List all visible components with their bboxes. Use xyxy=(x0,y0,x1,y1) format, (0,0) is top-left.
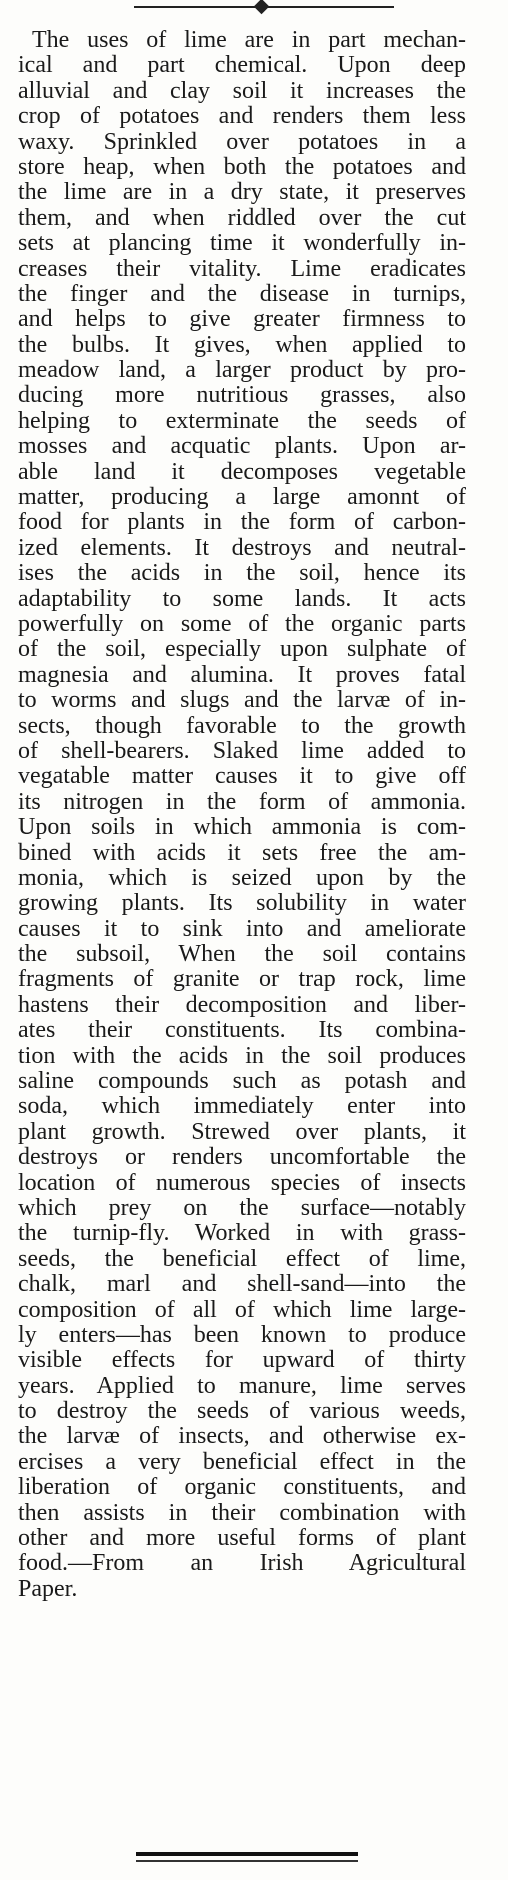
article-line: ized elements. It destroys and neutral- xyxy=(18,534,466,561)
article-line: the subsoil, When the soil contains xyxy=(18,941,466,968)
article-line: the larvæ of insects, and otherwise ex- xyxy=(18,1423,466,1450)
article-line: helping to exterminate the seeds of xyxy=(18,407,466,434)
article-line: magnesia and alumina. It proves fatal xyxy=(18,661,466,688)
article-line: of shell-bearers. Slaked lime added to xyxy=(18,737,466,764)
article-line: the turnip-fly. Worked in with grass- xyxy=(18,1220,466,1247)
article-line: tion with the acids in the soil produces xyxy=(18,1042,466,1069)
article-line: them, and when riddled over the cut xyxy=(18,204,466,231)
article-line: the finger and the disease in turnips, xyxy=(18,280,466,307)
article-line: years. Applied to manure, lime serves xyxy=(18,1372,466,1399)
article-line: creases their vitality. Lime eradicates xyxy=(18,255,466,282)
article-line: to worms and slugs and the larvæ of in- xyxy=(18,687,466,714)
article-line: hastens their decomposition and liber- xyxy=(18,991,466,1018)
article-line: ducing more nutritious grasses, also xyxy=(18,382,466,409)
top-rule-ornament xyxy=(254,0,270,14)
article-line: alluvial and clay soil it increases the xyxy=(18,77,466,104)
article-line: sects, though favorable to the growth xyxy=(18,712,466,739)
article-line: causes it to sink into and ameliorate xyxy=(18,915,466,942)
article-line: the lime are in a dry state, it preserves xyxy=(18,179,466,206)
article-line: fragments of granite or trap rock, lime xyxy=(18,966,466,993)
article-line: saline compounds such as potash and xyxy=(18,1068,466,1095)
article-line: seeds, the beneficial effect of lime, xyxy=(18,1245,466,1272)
article-line: food for plants in the form of carbon- xyxy=(18,509,466,536)
article-line: composition of all of which lime large- xyxy=(18,1296,466,1323)
article-line: mosses and acquatic plants. Upon ar- xyxy=(18,433,466,460)
article-line: bined with acids it sets free the am- xyxy=(18,839,466,866)
article-line: plant growth. Strewed over plants, it xyxy=(18,1118,466,1145)
article-line: monia, which is seized upon by the xyxy=(18,864,466,891)
article-line: growing plants. Its solubility in water xyxy=(18,890,466,917)
article-line: the bulbs. It gives, when applied to xyxy=(18,331,466,358)
article-line: The uses of lime are in part mechan- xyxy=(32,27,466,53)
article-line: able land it decomposes vegetable xyxy=(18,458,466,485)
article-line: powerfully on some of the organic parts xyxy=(18,610,466,637)
article-line-last: Paper. xyxy=(18,1575,78,1602)
article-body xyxy=(18,28,466,1602)
article-line: and helps to give greater firmness to xyxy=(18,306,466,333)
article-line: meadow land, a larger product by pro- xyxy=(18,357,466,384)
article-line: destroys or renders uncomfortable the xyxy=(18,1144,466,1171)
article-line: of the soil, especially upon sulphate of xyxy=(18,636,466,663)
article-line: other and more useful forms of plant xyxy=(18,1525,466,1552)
article-line: matter, producing a large amonnt of xyxy=(18,484,466,511)
article-line: waxy. Sprinkled over potatoes in a xyxy=(18,128,466,155)
article-line: food.—From an Irish Agricultural xyxy=(18,1550,466,1577)
bottom-rule xyxy=(136,1852,358,1856)
article-line: location of numerous species of insects xyxy=(18,1169,466,1196)
article-line: visible effects for upward of thirty xyxy=(18,1347,466,1374)
article-line: ises the acids in the soil, hence its xyxy=(18,560,466,587)
article-line: its nitrogen in the form of ammonia. xyxy=(18,788,466,815)
article-line: vegatable matter causes it to give off xyxy=(18,763,466,790)
article-line: ical and part chemical. Upon deep xyxy=(18,52,466,79)
article-line: store heap, when both the potatoes and xyxy=(18,153,466,180)
article-line: to destroy the seeds of various weeds, xyxy=(18,1398,466,1425)
article-line: ly enters—has been known to produce xyxy=(18,1321,466,1348)
article-line: soda, which immediately enter into xyxy=(18,1093,466,1120)
article-line: Upon soils in which ammonia is com- xyxy=(18,814,466,841)
article-line: which prey on the surface—notably xyxy=(18,1194,466,1221)
article-line: ercises a very beneficial effect in the xyxy=(18,1448,466,1475)
bottom-rule-thin xyxy=(136,1860,358,1862)
article-line: adaptability to some lands. It acts xyxy=(18,585,466,612)
article-line: crop of potatoes and renders them less xyxy=(18,103,466,130)
article-line: ates their constituents. Its combina- xyxy=(18,1017,466,1044)
article-line: then assists in their combination with xyxy=(18,1499,466,1526)
article-line: liberation of organic constituents, and xyxy=(18,1474,466,1501)
article-line: chalk, marl and shell-sand—into the xyxy=(18,1271,466,1298)
article-line: sets at plancing time it wonderfully in- xyxy=(18,230,466,257)
